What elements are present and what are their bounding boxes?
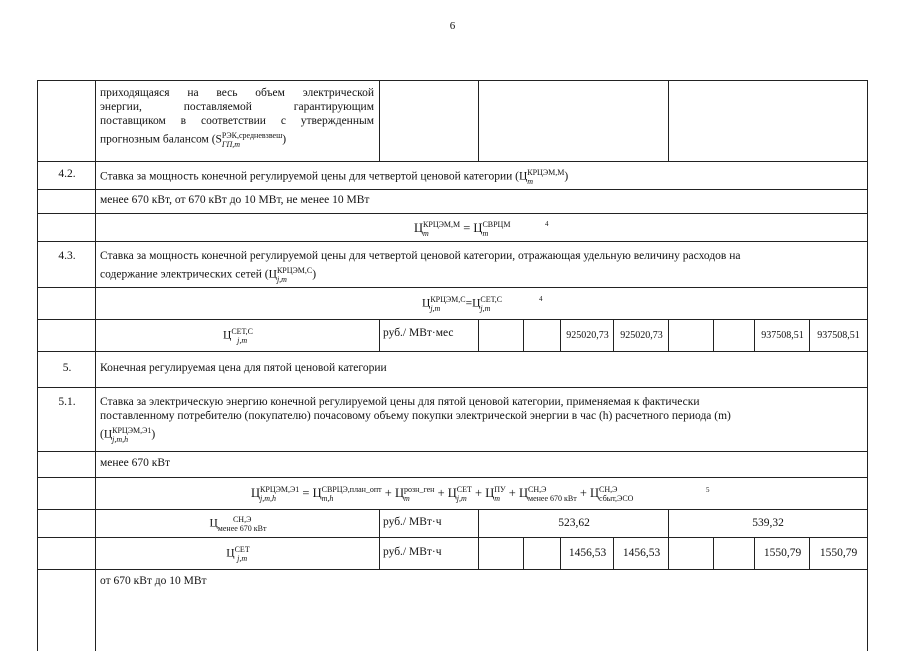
table-row-data	[38, 537, 867, 570]
value-cell: 925020,73	[566, 329, 609, 341]
table-row-subheading: менее 670 кВт, от 670 кВт до 10 МВт, не менее 10 МВт	[38, 189, 867, 214]
formula-4-3: Ц КРЦЭМ,С j,m =Ц СЕТ,С j,m	[422, 295, 503, 313]
formula-4-2: Ц КРЦЭМ,М m = Ц СВРЦМ m	[414, 220, 511, 238]
value-cell: 1550,79	[763, 547, 802, 559]
table-row-formula	[38, 213, 867, 242]
formula-5-1: Ц КРЦЭМ,Э1 j,m,h = Ц СВРЦЭ,план_опт m,h + Ц розн_ген m + Ц СЕТ j,m + Ц ПУ m + Ц СН,Э менее 670 кВт + Ц СН,Э сбыт,ЭСО	[251, 485, 634, 503]
value-cell: 937508,51	[817, 329, 860, 341]
value-cell: 937508,51	[761, 329, 804, 341]
table-row-continuation	[38, 81, 867, 162]
unit-cell: руб./ МВт·мес	[383, 327, 454, 339]
value-cell: 1456,53	[568, 547, 607, 559]
row-4-2-title: Ставка за мощность конечной регулируемой цены для четвертой ценовой категории (Ц КРЦЭМ,М m )	[100, 168, 569, 186]
value-cell: 523,62	[558, 517, 590, 529]
footnote-marker: 4	[545, 220, 549, 228]
table-row-subheading: от 670 кВт до 10 МВт	[38, 569, 867, 651]
table-row-4-2: 4.2. Ставка за мощность конечной регулируемой цены для четвертой ценовой категории (Ц КРЦЭМ,М m )	[38, 161, 867, 190]
value-cell: 1550,79	[819, 547, 858, 559]
unit-cell: руб./ МВт·ч	[383, 516, 442, 528]
table-row-5-1: 5.1. Ставка за электрическую энергию конечной регулируемой цены для пятой ценовой категории, применяемая к фактически поставленному потребителю (покупателю) почасовому объему покупки электрической энергии в час (h) расчетного периода (m) (Ц КРЦЭМ,Э1 j,m,h )	[38, 387, 867, 452]
table-row-formula	[38, 477, 867, 510]
symbol-cell: Ц СЕТ,С j,m	[223, 327, 253, 345]
value-cell: 539,32	[752, 517, 784, 529]
description-cell: приходящаяся на весь объем электрической энергии, поставляемой гарантирующим поставщиком в соответствии с утвержденным прогнозным балансом (S РЭК,средневзвеш ГП,m )	[96, 81, 380, 161]
row-4-3-title-line2: содержание электрических сетей (Ц КРЦЭМ,С j,m )	[100, 266, 317, 284]
value-cell: 1456,53	[622, 547, 661, 559]
tariff-table	[37, 80, 868, 651]
footnote-marker: 4	[539, 295, 543, 303]
table-row-5: 5. Конечная регулируемая цена для пятой ценовой категории	[38, 351, 867, 388]
symbol-cell: Ц СЕТ j,m	[226, 545, 250, 563]
table-row-formula	[38, 287, 867, 320]
table-row-4-3: 4.3. Ставка за мощность конечной регулируемой цены для четвертой ценовой категории, отражающая удельную величину расходов на содержание электрических сетей (Ц КРЦЭМ,С j,m )	[38, 241, 867, 288]
row-5-1-symbol: (Ц КРЦЭМ,Э1 j,m,h )	[100, 426, 156, 444]
table-row-subheading: менее 670 кВт	[38, 451, 867, 478]
table-row-data	[38, 319, 867, 352]
value-cell: 925020,73	[620, 329, 663, 341]
unit-cell: руб./ МВт·ч	[383, 546, 442, 558]
page-number: 6	[449, 20, 456, 32]
symbol-cell: Ц СН,Э менее 670 кВт	[209, 515, 267, 533]
footnote-marker: 5	[706, 486, 710, 494]
balance-symbol: прогнозным балансом (S РЭК,средневзвеш ГП,m )	[100, 131, 287, 149]
table-row-data	[38, 509, 867, 538]
